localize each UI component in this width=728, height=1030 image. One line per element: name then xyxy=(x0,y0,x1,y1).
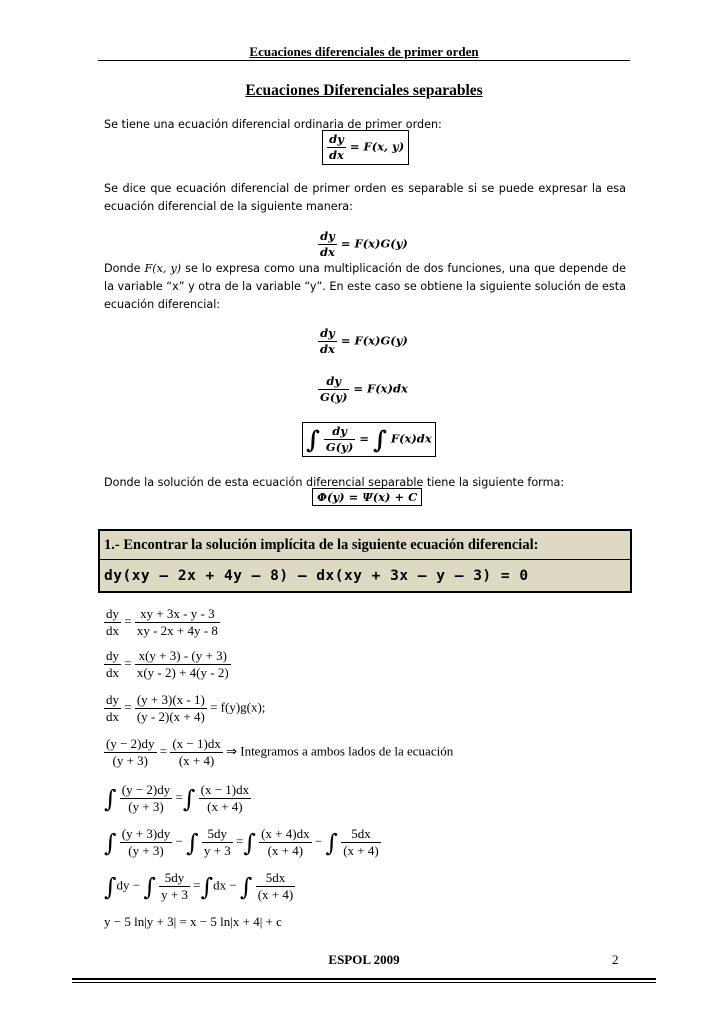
exercise-equation: dy(xy – 2x + 4y – 8) – dx(xy + 3x – y – 3) = 0 xyxy=(104,568,529,584)
step-3: $\frac{dy}{dx}$ = $\frac{(y + 3)(x - 1)}{(y - 2)(x + 4)}$ = f(y)g(x); xyxy=(106,692,266,724)
step-7: ∫dy − ∫ $\frac{5dy}{y + 3}$ =∫dx − ∫ $\frac{5dx}{(x + 4)}$ xyxy=(104,870,294,902)
page-number: 2 xyxy=(612,952,619,967)
equation-2: $\frac{dy}{dx}$ = F(x)G(y) xyxy=(320,229,408,259)
exercise-title: 1.- Encontrar la solución implícita de la siguiente ecuación diferencial: xyxy=(104,537,539,553)
exercise-divider xyxy=(100,559,630,560)
intro-paragraph-1: Se tiene una ecuación diferencial ordinaria de primer orden: xyxy=(104,118,442,131)
page-title: Ecuaciones Diferenciales separables xyxy=(245,82,483,99)
step-5: ∫ $\frac{(y - 2)dy}{(y + 3)}$ =∫ $\frac{(x - 1)dx}{(x + 4)}$ xyxy=(104,782,250,814)
footer-rule xyxy=(72,978,656,980)
header-rule xyxy=(98,60,630,61)
equation-3: $\frac{dy}{dx}$ = F(x)G(y) xyxy=(320,326,408,356)
running-header: Ecuaciones diferenciales de primer orden xyxy=(249,44,479,59)
equation-1: $\frac{dy}{dx}$ = F(x, y) xyxy=(322,130,409,165)
intro-paragraph-2: Se dice que ecuación diferencial de primer orden es separable si se puede expresar la esa ecuación diferencial de la siguiente manera: xyxy=(104,182,626,213)
step-2: $\frac{dy}{dx}$ = $\frac{x(y + 3) - (y + 3)}{x(y - 2) + 4(y - 2)}$ xyxy=(106,648,229,680)
solution-form: Φ(y) = Ψ(x) + C xyxy=(312,490,422,504)
intro-paragraph-3: Donde F(x, y) se lo expresa como una multiplicación de dos funciones, una que depende de la variable “x” y otra de la variable “y”. En este caso se obtiene la siguiente solución de esta ecuación diferencial: xyxy=(104,262,626,311)
step-1: $\frac{dy}{dx}$ = $\frac{xy + 3x - y - 3}{xy - 2x + 4y - 8}$ xyxy=(106,606,218,638)
step-6: ∫ $\frac{(y + 3)dy}{(y + 3)}$ − ∫ $\frac{5dy}{y + 3}$ =∫ $\frac{(x + 4)dx}{(x + 4)}$ − ∫ $\frac{5dx}{(x + 4)}$ xyxy=(104,826,379,858)
intro-paragraph-4: Donde la solución de esta ecuación diferencial separable tiene la siguiente forma: xyxy=(104,476,565,489)
exercise-box xyxy=(98,529,632,593)
step-8: y − 5 ln|y + 3| = x − 5 ln|x + 4| + c xyxy=(104,914,282,929)
footer-institution: ESPOL 2009 xyxy=(328,952,400,967)
equation-4: $\frac{dy}{G(y)}$ = F(x)dx xyxy=(320,374,408,404)
footer-rule-thin xyxy=(72,982,656,983)
step-4: $\frac{(y - 2)dy}{(y + 3)}$ = $\frac{(x - 1)dx}{(x + 4)}$ ⇒ Integramos a ambos lados de la ecuación xyxy=(106,736,454,768)
equation-5: ∫ $\frac{dy}{G(y)}$ = ∫ F(x)dx xyxy=(302,422,436,457)
